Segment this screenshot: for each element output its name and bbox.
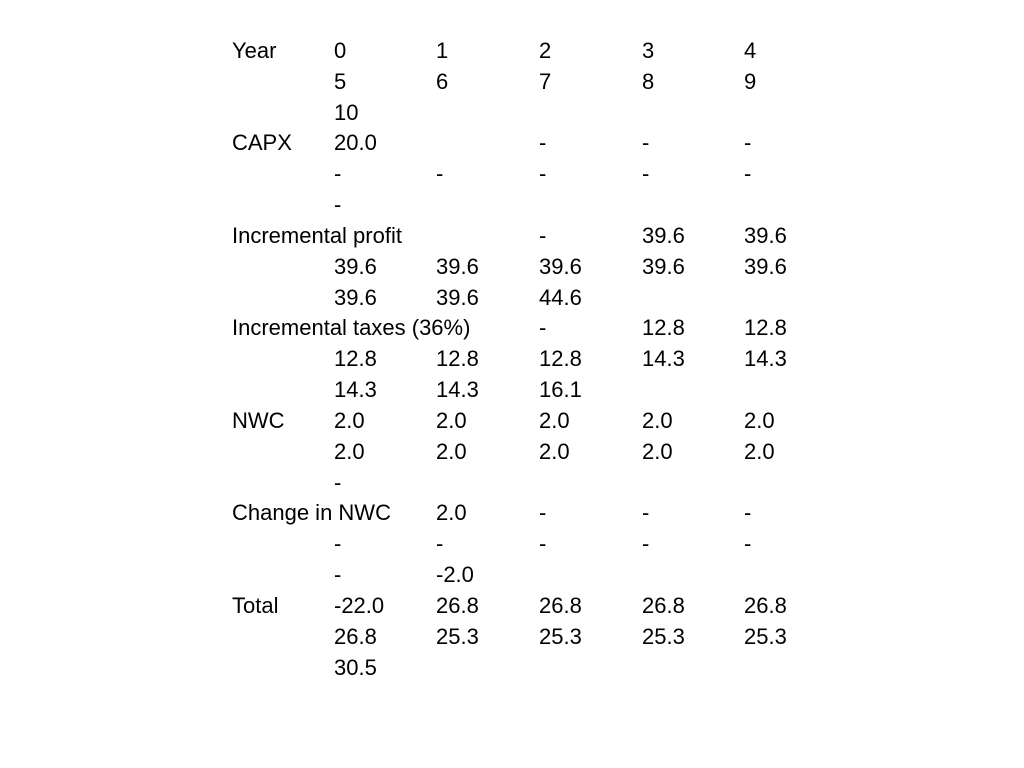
value-cell: 2.0 — [539, 439, 570, 464]
value-cell: 2.0 — [642, 439, 673, 464]
value-cell: 26.8 — [334, 624, 377, 649]
value-cell: 39.6 — [539, 254, 582, 279]
value-cell: - — [744, 531, 752, 556]
row-label: Year — [232, 38, 277, 63]
value-cell: 8 — [642, 69, 655, 94]
value-cell: 14.3 — [334, 377, 377, 402]
value-cell: - — [334, 531, 342, 556]
value-cell: - — [539, 161, 547, 186]
value-cell: 39.6 — [436, 254, 479, 279]
value-cell: 1 — [436, 38, 449, 63]
value-cell: 2.0 — [334, 439, 365, 464]
value-cell: -22.0 — [334, 593, 385, 618]
value-cell: - — [436, 161, 444, 186]
value-cell: 25.3 — [539, 624, 582, 649]
value-cell: 25.3 — [744, 624, 787, 649]
value-cell: 5 — [334, 69, 347, 94]
value-cell: 39.6 — [744, 254, 787, 279]
value-cell: - — [642, 500, 650, 525]
value-cell: - — [539, 531, 547, 556]
value-cell: 2.0 — [436, 439, 467, 464]
value-cell: 14.3 — [436, 377, 479, 402]
value-cell: - — [642, 161, 650, 186]
value-cell: - — [642, 130, 650, 155]
value-cell: 2.0 — [744, 408, 775, 433]
value-cell: 12.8 — [539, 346, 582, 371]
value-cell: - — [436, 531, 444, 556]
value-cell: 12.8 — [334, 346, 377, 371]
row-label: Incremental profit — [232, 223, 402, 248]
value-cell: - — [539, 315, 547, 340]
value-cell: 39.6 — [744, 223, 787, 248]
value-cell: 26.8 — [539, 593, 582, 618]
row-label: CAPX — [232, 130, 292, 155]
value-cell: - — [334, 562, 342, 587]
value-cell: -2.0 — [436, 562, 474, 587]
row-label: NWC — [232, 408, 285, 433]
value-cell: 12.8 — [642, 315, 685, 340]
value-cell: - — [744, 161, 752, 186]
value-cell: 2.0 — [436, 500, 467, 525]
value-cell: 10 — [334, 100, 359, 125]
value-cell: 26.8 — [642, 593, 685, 618]
value-cell: 2.0 — [334, 408, 365, 433]
value-cell: 7 — [539, 69, 552, 94]
row-label: Incremental taxes (36%) — [232, 315, 471, 340]
value-cell: - — [334, 192, 342, 217]
value-cell: 2 — [539, 38, 552, 63]
value-cell: 12.8 — [436, 346, 479, 371]
value-cell: 26.8 — [436, 593, 479, 618]
value-cell: 20.0 — [334, 130, 377, 155]
value-cell: 3 — [642, 38, 655, 63]
value-cell: 14.3 — [642, 346, 685, 371]
value-cell: 4 — [744, 38, 757, 63]
value-cell: - — [539, 130, 547, 155]
value-cell: 16.1 — [539, 377, 582, 402]
value-cell: 2.0 — [744, 439, 775, 464]
value-cell: 25.3 — [642, 624, 685, 649]
value-cell: - — [642, 531, 650, 556]
value-cell: - — [744, 500, 752, 525]
value-cell: 39.6 — [642, 223, 685, 248]
value-cell: 39.6 — [642, 254, 685, 279]
value-cell: 0 — [334, 38, 347, 63]
value-cell: 6 — [436, 69, 449, 94]
row-label: Total — [232, 593, 279, 618]
value-cell: 9 — [744, 69, 757, 94]
value-cell: - — [334, 470, 342, 495]
value-cell: - — [334, 161, 342, 186]
value-cell: 2.0 — [436, 408, 467, 433]
value-cell: - — [539, 500, 547, 525]
value-cell: 25.3 — [436, 624, 479, 649]
value-cell: 14.3 — [744, 346, 787, 371]
value-cell: 12.8 — [744, 315, 787, 340]
value-cell: 2.0 — [642, 408, 673, 433]
value-cell: - — [539, 223, 547, 248]
value-cell: 30.5 — [334, 655, 377, 680]
value-cell: 39.6 — [334, 285, 377, 310]
value-cell: 39.6 — [436, 285, 479, 310]
value-cell: 39.6 — [334, 254, 377, 279]
row-label: Change in NWC — [232, 500, 391, 525]
value-cell: 44.6 — [539, 285, 582, 310]
value-cell: 26.8 — [744, 593, 787, 618]
value-cell: 2.0 — [539, 408, 570, 433]
value-cell: - — [744, 130, 752, 155]
